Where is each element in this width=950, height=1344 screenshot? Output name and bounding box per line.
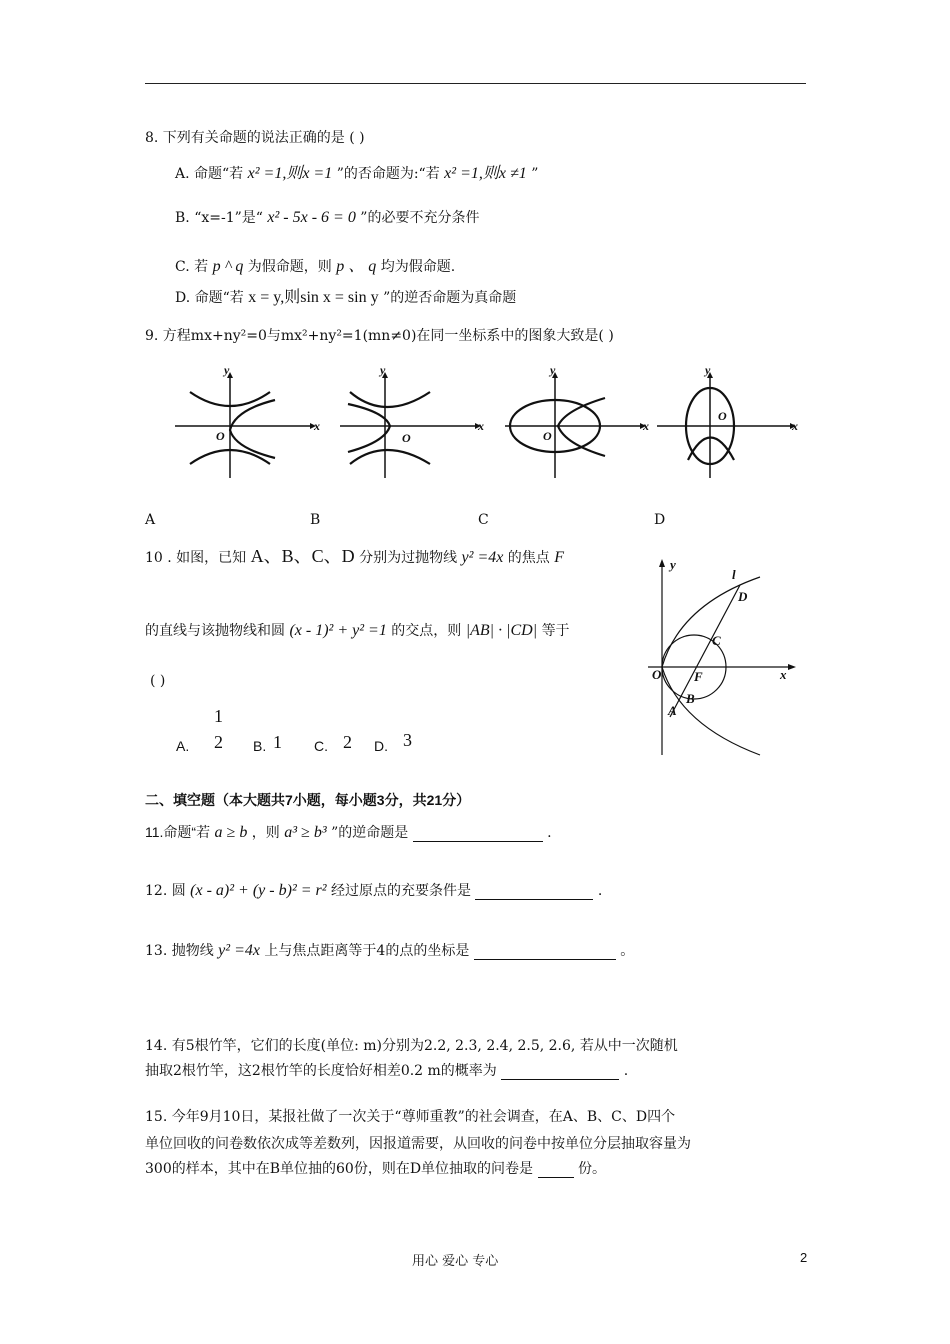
q15-line1: 15. 今年9月10日，某报社做了一次关于“尊师重教”的社会调查，在A、B、C、D四个: [145, 1109, 676, 1125]
q9-figure-d: [657, 372, 796, 478]
q8-d-math: x = y,则sin x = sin y: [248, 289, 379, 306]
q8-d-end: ”的逆否命题为真命题: [383, 290, 517, 306]
footer-slogan: 用心 爱心 专心: [412, 1254, 499, 1269]
q9-figures: [140, 360, 810, 490]
q8-option-d: [175, 284, 516, 307]
q10-line1-F: F: [554, 549, 565, 566]
q14-answer-blank[interactable]: [501, 1065, 619, 1080]
q10-fig-D: D: [738, 589, 748, 604]
q10-opt-d: 3: [403, 730, 412, 750]
q9-label-d: D: [654, 512, 666, 528]
q15-line3: [145, 1158, 606, 1178]
q15-line3-end: 份。: [577, 1161, 606, 1177]
q10-fig-A: A: [668, 703, 677, 718]
q10-figure: [640, 555, 800, 760]
q8-option-c: [175, 253, 455, 276]
page-number: 2: [800, 1250, 808, 1265]
q15-answer-blank[interactable]: [538, 1163, 574, 1178]
q8-a-mid: ”的否命题为:“若: [336, 166, 440, 182]
q13-answer-blank[interactable]: [474, 945, 616, 960]
q15-line2: 单位回收的问卷数依次成等差数列，因报道需要，从回收的问卷中按单位分层抽取容量为: [145, 1136, 691, 1152]
q8-c-prefix: C. 若: [175, 259, 209, 275]
q11-end: ”的逆命题是: [331, 825, 409, 841]
q10-line1-abcd: A、B、C、D: [250, 546, 355, 566]
q10-line2-end: 等于: [541, 623, 570, 639]
q10-fig-x: x: [780, 667, 787, 682]
q8-c-math1: p ^ q: [212, 258, 244, 275]
q12-math: (x - a)² + (y - b)² = r²: [190, 882, 327, 899]
q12-tail: .: [597, 883, 603, 899]
q12-prefix: 12. 圆: [145, 883, 186, 899]
q10-line2-prefix: 的直线与该抛物线和圆: [145, 623, 285, 639]
q15-line3-prefix: 300的样本，其中在B单位抽的60份，则在D单位抽取的问卷是: [145, 1161, 534, 1177]
q9-b-origin: O: [402, 431, 411, 445]
q13: [145, 940, 634, 960]
q8-a-math1: x² =1,则x =1: [247, 165, 333, 182]
q10-opt-a-den: 2: [214, 732, 223, 752]
q8-b-end: ”的必要不充分条件: [360, 210, 480, 226]
q10-fig-F: F: [694, 669, 703, 684]
q9-b-y-label: y: [380, 363, 386, 377]
q13-tail: 。: [620, 943, 635, 959]
q9-a-x-label: x: [314, 419, 320, 433]
q11-prefix: 11.命题“若: [145, 824, 211, 840]
q9-d-origin: O: [718, 409, 727, 423]
q10-fig-y: y: [670, 557, 676, 572]
q9-c-x-label: x: [643, 419, 649, 433]
q14-line2: [145, 1060, 628, 1080]
q10-fig-C: C: [712, 633, 721, 648]
q8-b-prefix: B. “x=-1”是“: [175, 210, 263, 226]
q10-fig-O: O: [652, 667, 662, 682]
q8-c-mid: 为假命题，则: [247, 259, 332, 275]
q13-end: 上与焦点距离等于4的点的坐标是: [264, 943, 470, 959]
q10-line2-abs: |AB| · |CD|: [465, 622, 538, 639]
q10-line2-mid: 的交点，则: [391, 623, 462, 639]
q8-d-prefix: D. 命题“若: [175, 290, 244, 306]
q10-opt-b: 1: [273, 732, 282, 752]
q10-opt-c: 2: [343, 732, 352, 752]
q9-figure-c: [505, 372, 646, 478]
q8-b-math: x² - 5x - 6 = 0: [267, 209, 356, 226]
q9-d-y-label: y: [705, 363, 711, 377]
q11: [145, 822, 552, 842]
q11-math1: a ≥ b: [214, 824, 248, 841]
q9-label-c: C: [478, 512, 489, 528]
q9-label-b: B: [310, 512, 321, 528]
q9-figure-a: [175, 372, 316, 478]
q10-fig-l: l: [732, 567, 736, 582]
q9-figure-b: [340, 372, 481, 478]
q11-tail: .: [547, 825, 552, 841]
q12-end: 经过原点的充要条件是: [331, 883, 472, 899]
q8-option-b: [175, 207, 479, 227]
q10-opt-c-label: C.: [314, 738, 328, 754]
q10-line2: [145, 620, 570, 640]
q9-label-a: A: [145, 512, 156, 528]
q12: [145, 880, 602, 900]
q8-c-math2: p 、 q: [336, 258, 377, 275]
q9-d-x-label: x: [792, 419, 798, 433]
section2-heading: 二、填空题（本大题共7小题，每小题3分，共21分）: [145, 792, 471, 808]
q11-answer-blank[interactable]: [413, 827, 543, 842]
q9-stem: 9. 方程mx+ny²=0与mx²+ny²=1(mn≠0)在同一坐标系中的图象大致是( ): [145, 328, 614, 344]
q10-line1-math: y² =4x: [461, 549, 504, 566]
q9-a-origin: O: [216, 429, 225, 443]
q9-b-x-label: x: [478, 419, 484, 433]
q10-opt-d-label: D.: [374, 738, 388, 754]
q14-line2-prefix: 抽取2根竹竿，这2根竹竿的长度恰好相差0.2 m的概率为: [145, 1063, 497, 1079]
q10-opt-a-num: 1: [214, 706, 223, 726]
q8-stem: 8. 下列有关命题的说法正确的是 ( ): [145, 130, 365, 146]
q14-line1: 14. 有5根竹竿，它们的长度(单位: m)分别为2.2, 2.3, 2.4, 2.5, 2.6, 若从中一次随机: [145, 1038, 678, 1054]
q14-tail: .: [623, 1063, 629, 1079]
q9-a-y-label: y: [224, 363, 230, 377]
q8-a-prefix: A. 命题“若: [175, 166, 244, 182]
q13-math: y² =4x: [218, 942, 260, 959]
q8-a-math2: x² =1,则x ≠1: [444, 165, 527, 182]
q10-line1-prefix: 10 . 如图，已知: [145, 550, 247, 566]
q10-opt-b-label: B.: [253, 738, 267, 754]
q9-c-origin: O: [543, 429, 552, 443]
header-rule: [145, 83, 806, 84]
q10-opt-a-label: A.: [176, 738, 190, 754]
q8-c-end: 均为假命题.: [380, 259, 456, 275]
q10-fig-B: B: [686, 691, 695, 706]
q12-answer-blank[interactable]: [475, 885, 593, 900]
q8-a-end: ”: [531, 166, 539, 182]
q13-prefix: 13. 抛物线: [145, 943, 214, 959]
q8-option-a: [175, 160, 538, 183]
q10-line2-math: (x - 1)² + y² =1: [289, 622, 387, 639]
q9-c-y-label: y: [550, 363, 556, 377]
q10-line1-end: 的焦点: [507, 550, 550, 566]
q10-paren: ( ): [150, 673, 166, 689]
q10-line1: [145, 542, 564, 568]
q11-math2: a³ ≥ b³: [284, 824, 327, 841]
q11-mid: ，则: [251, 825, 280, 841]
q10-line1-mid: 分别为过抛物线: [359, 550, 458, 566]
